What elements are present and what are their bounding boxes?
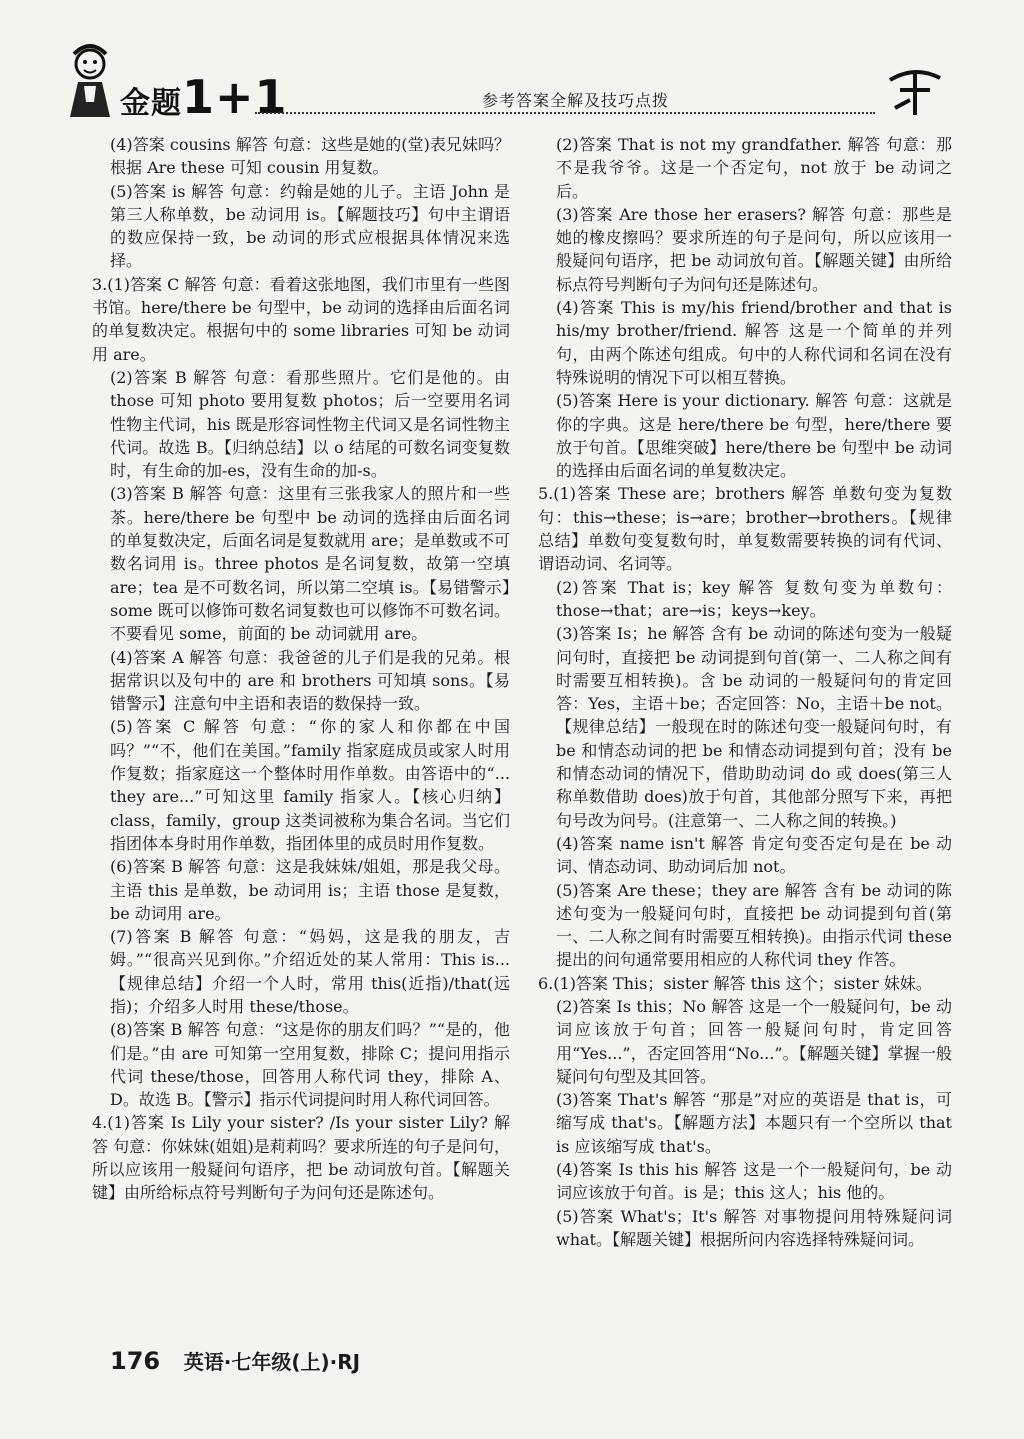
answer-entry: (4)答案 This is my/his friend/brother and that is his/my brother/friend. 解答 这是一个简单的并列句，由两个陈述句组成。句中的人称代词和名词在没有特殊说明的情况下可以相互替换。 xyxy=(556,298,952,387)
answer-entry: (5)答案 is 解答 句意：约翰是她的儿子。主语 John 是第三人称单数，be 动词用 is。【解题技巧】句中主谓语的数应保持一致，be 动词的形式应根据具体情况来选择。 xyxy=(110,181,510,271)
answer-entry: (4)答案 name isn't 解答 肯定句变否定句是在 be 动词、情态动词、助动词后加 not。 xyxy=(556,833,952,877)
cartoon-mascot-icon xyxy=(60,42,120,122)
answer-entry: (2)答案 B 解答 句意：看那些照片。它们是他的。由 those 可知 photo 要用复数 photos；后一空要用名词性物主代词，his 既是形容词性物主代词又是名词性物主代词。故选 B。【归纳总结】以 o 结尾的可数名词变复数时，有生命的加-es，没有生命的加-s。 xyxy=(110,367,510,481)
answer-entry: (4)答案 Is this his 解答 这是一个一般疑问句，be 动词应该放于句首。is 是；this 这人；his 他的。 xyxy=(556,1160,952,1203)
answer-entry: (3)答案 Is；he 解答 含有 be 动词的陈述句变为一般疑问句时，直接把 be 动词提到句首(第一、二人称之间有时需要互相转换)。含 be 动词的一般疑问句的肯定回答：Yes，主语＋be；否定回答：No，主语＋be not。【规律总结】一般现在时的陈述句变一般疑问句时，有 be 和情态动词的把 be 和情态动词提到句首；没有 be 和情态动词的情况下，借助助动词 do 或 does(第三人称单数借助 does)放于句首，其他部分照写下来，再把句号改为问号。(注意第一、二人称之间的转换。) xyxy=(556,624,952,830)
answer-entry: (3)答案 That's 解答 “那是”对应的英语是 that is，可缩写成 that's。【解题方法】本题只有一个空所以 that is 应该缩写成 that's。 xyxy=(556,1090,952,1156)
answer-entry: 3.(1)答案 C 解答 句意：看着这张地图，我们市里有一些图书馆。here/there be 句型中，be 动词的选择由后面名词的单复数决定。根据句中的 some libraries 可知 be 动词用 are。 xyxy=(92,274,510,364)
answer-entry: (6)答案 B 解答 句意：这是我妹妹/姐姐，那是我父母。主语 this 是单数，be 动词用 is；主语 those 是复数，be 动词用 are。 xyxy=(110,857,510,923)
header-subtitle: 参考答案全解及技巧点拨 xyxy=(482,91,670,110)
answer-entry: (3)答案 B 解答 句意：这里有三张我家人的照片和一些茶。here/there be 句型中 be 动词的选择由后面名词的单复数决定，后面名词是复数就用 are；是单数或不可数名词用 is。three photos 是名词复数，故第一空填 are；tea 是不可数名词，所以第二空填 is。【易错警示】some 既可以修饰可数名词复数也可以修饰不可数名词。不要看见 some，前面的 be 动词就用 are。 xyxy=(110,484,510,644)
answer-entry: (5)答案 Here is your dictionary. 解答 句意：这就是你的字典。这是 here/there be 句型，here/there 要放于句首。【思维突破】here/there be 句型中 be 动词的选择由后面名词的单复数决定。 xyxy=(556,391,952,481)
answer-entry: (2)答案 That is not my grandfather. 解答 句意：那不是我爷爷。这是一个否定句，not 放于 be 动词之后。 xyxy=(556,135,952,201)
answer-entry: (3)答案 Are those her erasers? 解答 句意：那些是她的橡皮擦吗？要求所连的句子是问句，所以应该用一般疑问句语序，把 be 动词放句首。【解题关键】由所给标点符号判断句子为问句还是陈述句。 xyxy=(556,204,952,294)
answer-entry: (5)答案 C 解答 句意：“你的家人和你都在中国吗？”“不，他们在美国。”family 指家庭成员或家人时用作复数；指家庭这一个整体时用作单数。由答语中的“... they are...”可知这里 family 指家人。【核心归纳】class，family，group 这类词被称为集合名词。当它们指团体本身时用作单数，指团体里的成员时用作复数。 xyxy=(110,717,510,853)
brand-number: 1+1 xyxy=(182,70,288,124)
answer-entry: 6.(1)答案 This；sister 解答 this 这个；sister 妹妹。 xyxy=(538,973,932,993)
answer-entry: (4)答案 A 解答 句意：我爸爸的儿子们是我的兄弟。根据常识以及句中的 are 和 brothers 可知填 sons。【易错警示】注意句中主语和表语的数保持一致。 xyxy=(110,647,510,714)
runner-logo-icon xyxy=(880,60,950,120)
brand-prefix: 金题 xyxy=(120,86,182,121)
left-column xyxy=(92,133,510,1205)
page-number: 176 xyxy=(110,1347,161,1375)
answer-entry: (2)答案 That is；key 解答 复数句变为单数句：those→that；are→is；keys→key。 xyxy=(556,577,952,620)
answer-entry: (5)答案 Are these；they are 解答 含有 be 动词的陈述句变为一般疑问句时，直接把 be 动词提到句首(第一、二人称之间有时需要互相转换)。由指示代词 these 提出的问句通常要用相应的人称代词 they 作答。 xyxy=(556,880,952,970)
header-divider xyxy=(255,112,875,114)
answer-entry: (7)答案 B 解答 句意：“妈妈，这是我的朋友，吉姆。”“很高兴见到你。”介绍近处的某人常用：This is...【规律总结】介绍一个人时，常用 this(近指)/that(远指)；介绍多人时用 these/those。 xyxy=(110,927,510,1016)
right-column xyxy=(538,133,952,1251)
page-footer xyxy=(110,1346,360,1375)
brand-logo xyxy=(120,70,288,124)
answer-entry: (2)答案 Is this；No 解答 这是一个一般疑问句，be 动词应该放于句首；回答一般疑问句时，肯定回答用“Yes...”，否定回答用“No...”。【解题关键】掌握一般疑问句句型及其回答。 xyxy=(556,996,952,1086)
answer-entry: 5.(1)答案 These are；brothers 解答 单数句变为复数句：this→these；is→are；brother→brothers。【规律总结】单数句变复数句时，单复数需要转换的词有代词、谓语动词、名词等。 xyxy=(538,484,952,574)
answer-entry: (4)答案 cousins 解答 句意：这些是她的(堂)表兄妹吗？根据 Are these 可知 cousin 用复数。 xyxy=(110,135,510,178)
answer-entry: (5)答案 What's；It's 解答 对事物提问用特殊疑问词 what。【解题关键】根据所问内容选择特殊疑问词。 xyxy=(556,1206,952,1249)
book-title: 英语·七年级(上)·RJ xyxy=(183,1350,361,1374)
page-header xyxy=(0,0,1024,135)
answer-entry: 4.(1)答案 Is Lily your sister? /Is your sister Lily? 解答 句意：你妹妹(姐姐)是莉莉吗？要求所连的句子是问句，所以应该用一般疑问句语序，把 be 动词放句首。【解题关键】由所给标点符号判断句子为问句还是陈述句。 xyxy=(92,1113,510,1203)
answer-entry: (8)答案 B 解答 句意：“这是你的朋友们吗？”“是的，他们是。”由 are 可知第一空用复数，排除 C；提问用指示代词 these/those，回答用人称代词 they，排除 A、D。故选 B。【警示】指示代词提问时用人称代词回答。 xyxy=(110,1020,510,1110)
